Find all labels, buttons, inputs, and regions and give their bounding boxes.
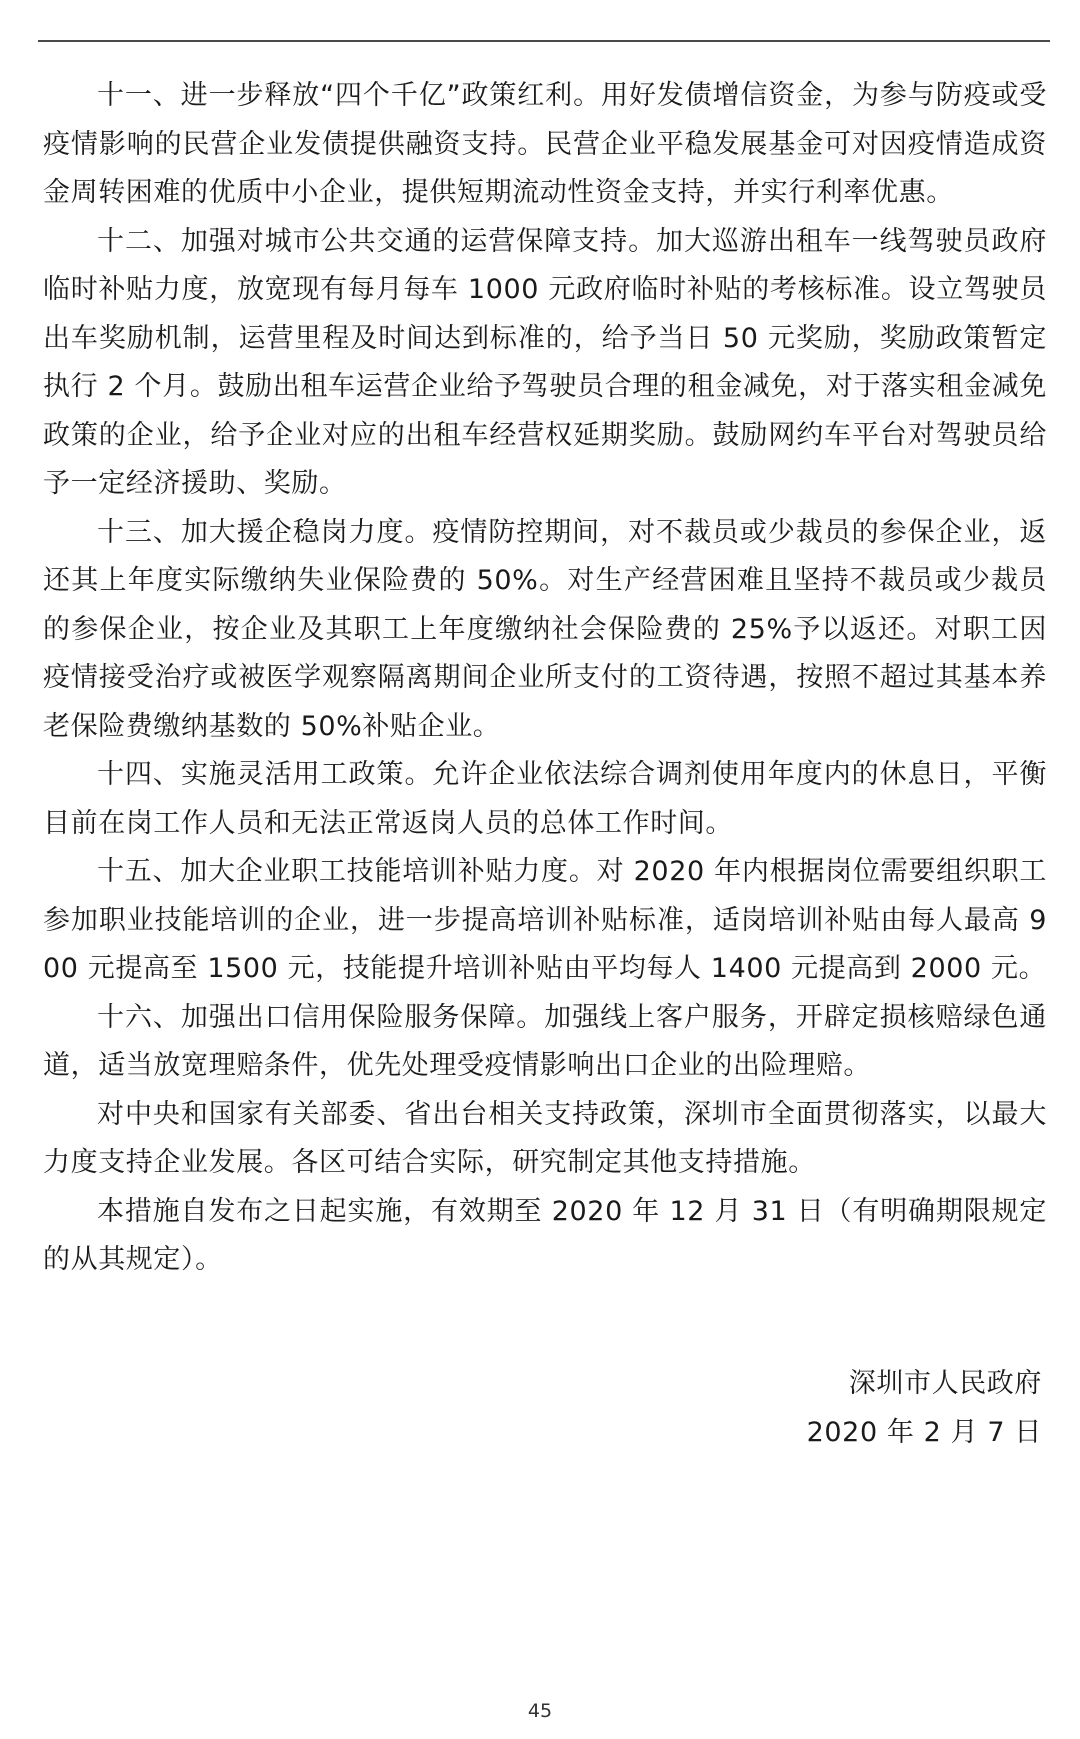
issuer-name: 深圳市人民政府 xyxy=(848,1368,1042,1399)
paragraph-item-12: 十二、加强对城市公共交通的运营保障支持。加大巡游出租车一线驾驶员政府临时补贴力度，放宽现有每月每车 1000 元政府临时补贴的考核标准。设立驾驶员出车奖励机制，运营里程及时间达到标准的，给予当日 50 元奖励，奖励政策暂定执行 2 个月。鼓励出租车运营企业给予驾驶员合理的租金减免，对于落实租金减免政策的企业，给予企业对应的出租车经营权延期奖励。鼓励网约车平台对驾驶员给予一定经济援助、奖励。 xyxy=(43,225,1047,499)
paragraph-effective-date: 本措施自发布之日起实施，有效期至 2020 年 12 月 31 日（有明确期限规定的从其规定）。 xyxy=(43,1195,1047,1275)
signature-block xyxy=(807,1360,1042,1457)
paragraph-item-15: 十五、加大企业职工技能培训补贴力度。对 2020 年内根据岗位需要组织职工参加职业技能培训的企业，进一步提高培训补贴标准，适岗培训补贴由每人最高 900 元提高至 1500 元，技能提升培训补贴由平均每人 1400 元提高到 2000 元。 xyxy=(43,856,1047,984)
paragraph-item-14: 十四、实施灵活用工政策。允许企业依法综合调剂使用年度内的休息日，平衡目前在岗工作人员和无法正常返岗人员的总体工作时间。 xyxy=(43,759,1047,839)
page-number: 45 xyxy=(527,1700,553,1722)
header-rule xyxy=(38,40,1050,42)
document-body xyxy=(43,72,1047,1285)
issue-date: 2020 年 2 月 7 日 xyxy=(806,1416,1042,1448)
paragraph-central-policy: 对中央和国家有关部委、省出台相关支持政策，深圳市全面贯彻落实，以最大力度支持企业发展。各区可结合实际，研究制定其他支持措施。 xyxy=(43,1098,1047,1178)
paragraph-item-13: 十三、加大援企稳岗力度。疫情防控期间，对不裁员或少裁员的参保企业，返还其上年度实际缴纳失业保险费的 50%。对生产经营困难且坚持不裁员或少裁员的参保企业，按企业及其职工上年度缴纳社会保险费的 25%予以返还。对职工因疫情接受治疗或被医学观察隔离期间企业所支付的工资待遇，按照不超过其基本养老保险费缴纳基数的 50%补贴企业。 xyxy=(43,516,1047,742)
paragraph-item-11: 十一、进一步释放“四个千亿”政策红利。用好发债增信资金，为参与防疫或受疫情影响的民营企业发债提供融资支持。民营企业平稳发展基金可对因疫情造成资金周转困难的优质中小企业，提供短期流动性资金支持，并实行利率优惠。 xyxy=(43,80,1047,208)
paragraph-item-16: 十六、加强出口信用保险服务保障。加强线上客户服务，开辟定损核赔绿色通道，适当放宽理赔条件，优先处理受疫情影响出口企业的出险理赔。 xyxy=(43,1001,1047,1081)
